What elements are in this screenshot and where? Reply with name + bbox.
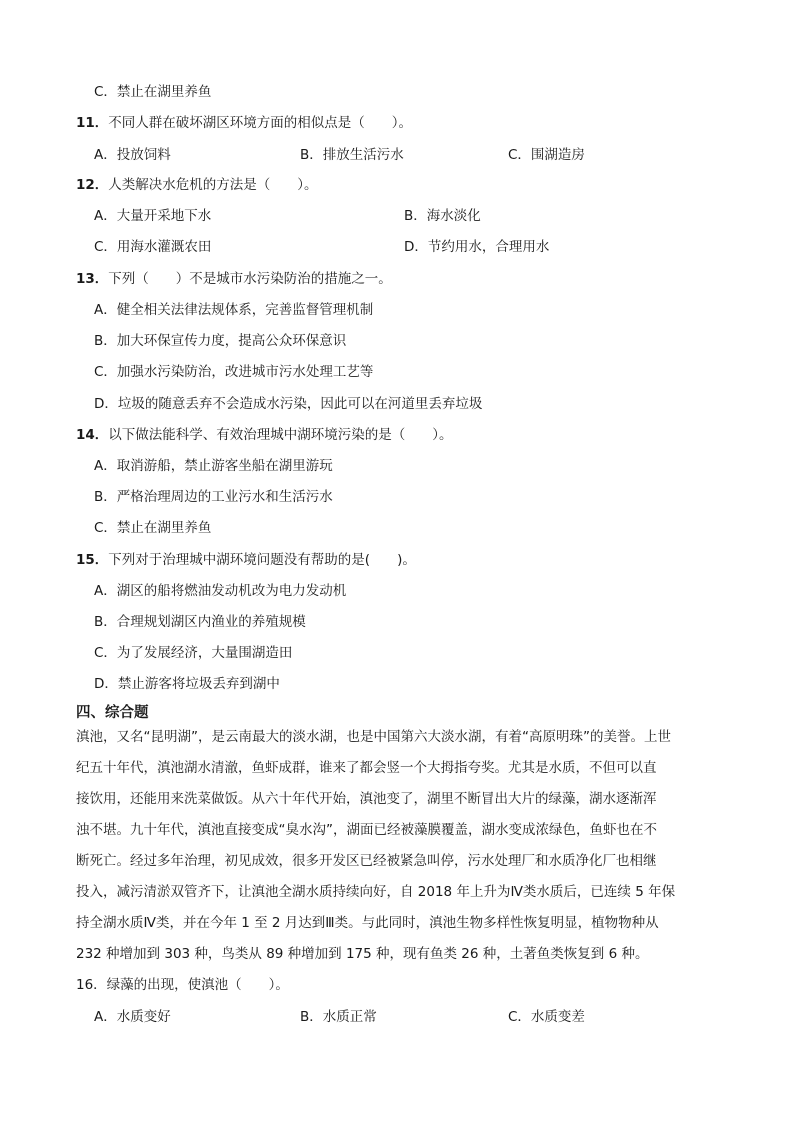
q13-option-c: C．加强水污染防治，改进城市污水处理工艺等 — [94, 364, 374, 380]
q12-option-c: C．用海水灌溉农田 — [94, 239, 212, 255]
question-number: 12． — [76, 177, 109, 193]
passage-line: 接饮用，还能用来洗菜做饭。从六十年代开始，滇池变了，湖里不断冒出大片的绿藻，湖水逐渐浑 — [76, 791, 657, 807]
passage-line: 滇池，又名“昆明湖”，是云南最大的淡水湖，也是中国第六大淡水湖，有着“高原明珠”的美誉。上世 — [76, 729, 671, 745]
q13-option-b: B．加大环保宣传力度，提高公众环保意识 — [94, 333, 347, 349]
question-number: 13． — [76, 271, 109, 287]
q16-option-c: C．水质变差 — [508, 1009, 585, 1025]
q11-option-c: C．围湖造房 — [508, 147, 585, 163]
question-stem: 绿藻的出现，使滇池（ ）。 — [106, 977, 289, 993]
q13-option-a: A．健全相关法律法规体系，完善监督管理机制 — [94, 302, 374, 318]
question-number: 11． — [76, 115, 109, 131]
question-stem: 下列（ ）不是城市水污染防治的措施之一。 — [108, 271, 392, 287]
question-number: 15． — [76, 552, 109, 568]
q16-option-b: B．水质正常 — [300, 1009, 377, 1025]
question-14 — [76, 425, 453, 445]
q12-option-a: A．大量开采地下水 — [94, 208, 212, 224]
q15-option-d: D．禁止游客将垃圾丢弃到湖中 — [94, 676, 280, 692]
passage-line: 投入，减污清淤双管齐下，让滇池全湖水质持续向好，自 2018 年上升为Ⅳ类水质后，已连续 5 年保 — [76, 884, 676, 900]
question-12 — [76, 175, 318, 195]
question-11 — [76, 113, 412, 133]
question-stem: 人类解决水危机的方法是（ ）。 — [108, 177, 318, 193]
passage-line: 持全湖水质Ⅳ类，并在今年 1 至 2 月达到Ⅲ类。与此同时，滇池生物多样性恢复明显，植物物种从 — [76, 915, 659, 931]
question-16 — [76, 975, 289, 995]
passage-line: 232 种增加到 303 种，鸟类从 89 种增加到 175 种，现有鱼类 26 种，土著鱼类恢复到 6 种。 — [76, 946, 649, 962]
q15-option-a: A．湖区的船将燃油发动机改为电力发动机 — [94, 583, 347, 599]
q11-option-b: B．排放生活污水 — [300, 147, 404, 163]
q14-option-b: B．严格治理周边的工业污水和生活污水 — [94, 489, 333, 505]
question-stem: 不同人群在破坏湖区环境方面的相似点是（ ）。 — [108, 115, 413, 131]
q14-option-a: A．取消游船，禁止游客坐船在湖里游玩 — [94, 458, 333, 474]
question-13 — [76, 269, 392, 289]
q15-option-b: B．合理规划湖区内渔业的养殖规模 — [94, 614, 306, 630]
q15-option-c: C．为了发展经济，大量围湖造田 — [94, 645, 293, 661]
passage-line: 断死亡。经过多年治理，初见成效，很多开发区已经被紧急叫停，污水处理厂和水质净化厂也相继 — [76, 853, 657, 869]
q13-option-d: D．垃圾的随意丢弃不会造成水污染，因此可以在河道里丢弃垃圾 — [94, 396, 483, 412]
question-stem: 以下做法能科学、有效治理城中湖环境污染的是（ ）。 — [108, 427, 453, 443]
question-stem: 下列对于治理城中湖环境问题没有帮助的是( )。 — [108, 552, 416, 568]
section-heading: 四、综合题 — [76, 705, 149, 721]
q14-option-c: C．禁止在湖里养鱼 — [94, 520, 212, 536]
q16-option-a: A．水质变好 — [94, 1009, 171, 1025]
passage-line: 浊不堪。九十年代，滇池直接变成“臭水沟”，湖面已经被藻膜覆盖，湖水变成浓绿色，鱼虾也在不 — [76, 822, 657, 838]
q10-option-c: C．禁止在湖里养鱼 — [94, 84, 212, 100]
q12-option-b: B．海水淡化 — [404, 208, 481, 224]
question-number: 16． — [76, 977, 107, 993]
passage-line: 纪五十年代，滇池湖水清澈，鱼虾成群，谁来了都会竖一个大拇指夸奖。尤其是水质，不但可以直 — [76, 760, 657, 776]
q11-option-a: A．投放饲料 — [94, 147, 171, 163]
question-number: 14． — [76, 427, 109, 443]
question-15 — [76, 550, 416, 570]
q12-option-d: D．节约用水，合理用水 — [404, 239, 550, 255]
